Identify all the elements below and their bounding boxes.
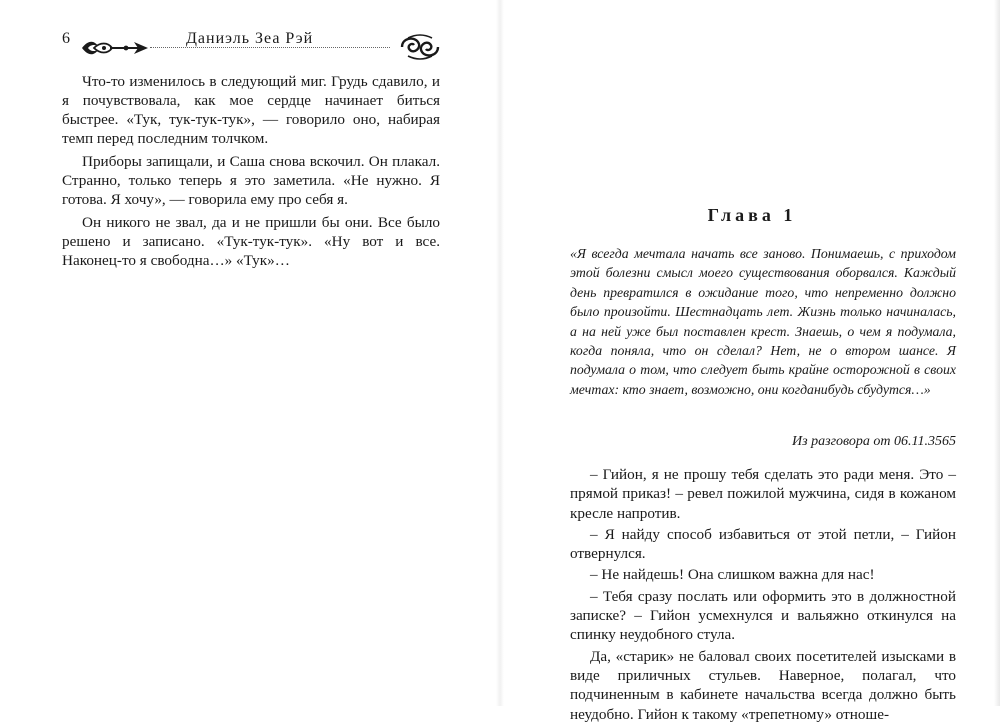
- paragraph: – Гийон, я не прошу тебя сделать это ради меня. Это – прямой приказ! – ревел пожилой мужчина, сидя в кожаном кресле напротив.: [570, 466, 956, 522]
- left-body-text: [62, 72, 440, 274]
- running-head-author: Даниэль Зеа Рэй: [186, 30, 314, 47]
- right-body-text: [570, 465, 956, 726]
- left-page: [0, 0, 496, 706]
- right-page: [504, 0, 1000, 723]
- chapter-title: Глава 1: [707, 205, 797, 225]
- page-number: 6: [62, 30, 70, 47]
- paragraph: – Я найду способ избавиться от этой петли, – Гийон отвернулся.: [570, 525, 956, 563]
- paragraph: Что-то изменилось в следующий миг. Грудь сдавило, и я почувствовала, как мое сердце начинает биться быстрее. «Тук, тук-тук-тук», — говорило оно, набирая темп перед последним толчком.: [62, 73, 440, 147]
- paragraph: – Тебя сразу послать или оформить это в должностной записке? – Гийон усмехнулся и вальяжно откинулся на спинку неудобного стула.: [570, 587, 956, 644]
- paragraph: Он никого не звал, да и не пришли бы они. Все было решено и записано. «Тук-тук-тук». «Ну вот и все. Наконец-то я свободна…» «Тук»…: [62, 214, 440, 269]
- paragraph: Да, «старик» не баловал своих посетителей изысками в виде приличных стульев. Наверное, полагал, что подчиненным в кабинете начальства всегда должно быть неудобно. Гийон к такому «трепетному» отноше-: [570, 647, 956, 723]
- scroll-flourish-icon: [398, 32, 442, 67]
- fleuron-arrow-icon: [80, 36, 152, 65]
- paragraph: Приборы запищали, и Саша снова вскочил. Он плакал. Странно, только теперь я это заметила. «Не нужно. Я готова. Я хочу», — говорила ему про себя я.: [62, 153, 440, 208]
- running-head: [62, 26, 442, 66]
- paragraph: – Не найдешь! Она слишком важна для нас!: [590, 566, 875, 584]
- epigraph-source: Из разговора от 06.11.3565: [792, 434, 956, 449]
- epigraph: «Я всегда мечтала начать все заново. Понимаешь, с приходом этой болезни смысл моего существования оборвался. Каждый день превратился в ожидание того, что непременно должно было произойти. Шестнадцать лет. Жизнь только начиналась, а на ней уже был поставлен крест. Знаешь, о чем я подумала, когда поняла, что он сделал? Нет, не о втором шансе. Я подумала о том, что следует быть крайне осторожной в своих мечтах: кто знает, возможно, они когданибудь сбудутся…»: [570, 246, 956, 397]
- page-gutter: [496, 0, 504, 706]
